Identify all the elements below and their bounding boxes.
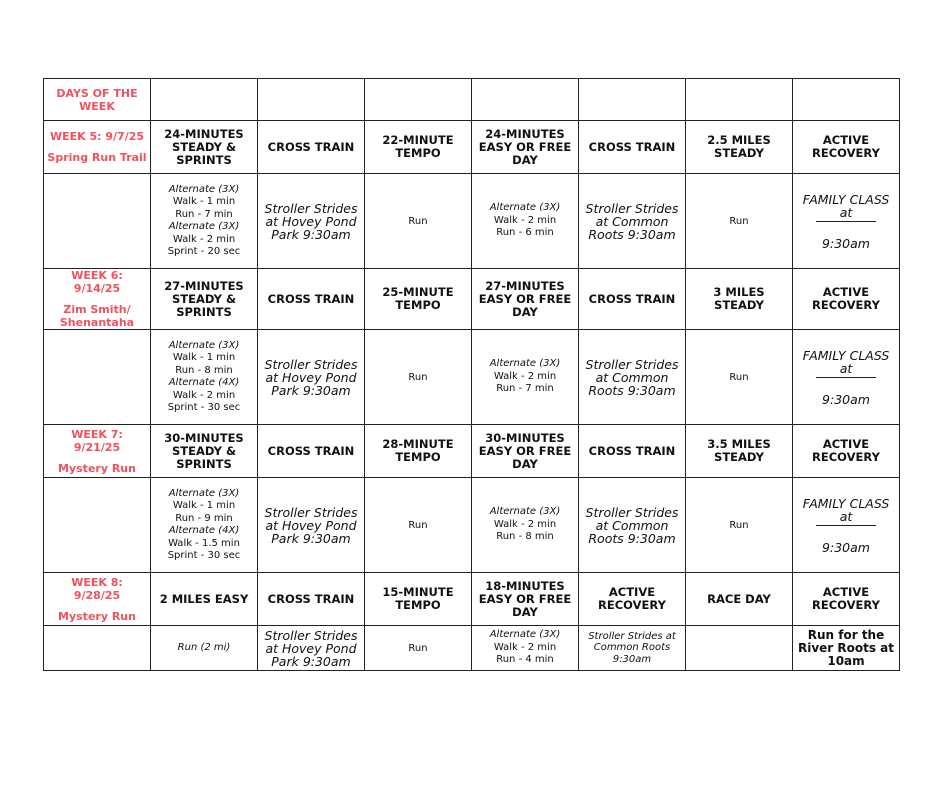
interval-detail: [151, 478, 258, 573]
days-of-week-label: DAYS OF THE WEEK: [44, 79, 151, 121]
workout-title: 3.5 MILES STEADY: [686, 425, 793, 478]
detail-line: Walk - 1 min: [172, 196, 236, 207]
run-detail: Run (2 mi): [151, 626, 258, 671]
family-class-time: 9:30am: [822, 391, 870, 407]
detail-line: Alternate (3X): [168, 183, 240, 195]
workout-title: 30-MINUTES STEADY & SPRINTS: [151, 425, 258, 478]
empty-header-cell: [258, 79, 365, 121]
workout-title: ACTIVE RECOVERY: [793, 269, 900, 330]
interval-detail: [151, 330, 258, 425]
workout-title: 15-MINUTE TEMPO: [365, 573, 472, 626]
family-class-detail: [793, 330, 900, 425]
cross-train-detail: Stroller Strides at Hovey Pond Park 9:30am: [258, 174, 365, 269]
empty-header-cell: [793, 79, 900, 121]
family-class-label: FAMILY CLASS at: [802, 495, 890, 524]
week-8-row: [44, 573, 900, 626]
workout-title: CROSS TRAIN: [579, 425, 686, 478]
detail-line: Sprint - 30 sec: [167, 550, 241, 561]
run-detail: Run: [365, 330, 472, 425]
detail-line: Alternate (4X): [168, 377, 240, 388]
workout-title: 27-MINUTES STEADY & SPRINTS: [151, 269, 258, 330]
race-detail: Run for the River Roots at 10am: [793, 626, 900, 671]
empty-header-cell: [579, 79, 686, 121]
week-event: Spring Run Trail: [47, 151, 147, 164]
workout-title: CROSS TRAIN: [258, 573, 365, 626]
week-7-detail-row: [44, 478, 900, 573]
cross-train-detail: Stroller Strides at Common Roots 9:30am: [579, 478, 686, 573]
workout-title: 24-MINUTES STEADY & SPRINTS: [151, 121, 258, 174]
empty-header-cell: [686, 79, 793, 121]
empty-cell: [686, 626, 793, 671]
week-event: Mystery Run: [58, 609, 136, 623]
detail-line: Run - 8 min: [175, 364, 233, 376]
week-label: WEEK 7: 9/21/25: [71, 427, 123, 454]
detail-line: Walk - 2 min: [172, 233, 236, 245]
cross-train-detail: Stroller Strides at Common Roots 9:30am: [579, 626, 686, 671]
week-5-row: [44, 121, 900, 174]
family-class-detail: [793, 478, 900, 573]
week-label: WEEK 8: 9/28/25: [71, 575, 123, 602]
week-6-label-cell: [44, 269, 151, 330]
week-label: WEEK 6: 9/14/25: [71, 269, 123, 295]
detail-line: Walk - 2 min: [493, 214, 557, 226]
workout-title: 18-MINUTES EASY OR FREE DAY: [472, 573, 579, 626]
week-6-row: [44, 269, 900, 330]
workout-title: 28-MINUTE TEMPO: [365, 425, 472, 478]
workout-title: ACTIVE RECOVERY: [793, 573, 900, 626]
cross-train-detail: Stroller Strides at Hovey Pond Park 9:30am: [258, 330, 365, 425]
family-class-time: 9:30am: [822, 539, 870, 555]
workout-title: ACTIVE RECOVERY: [793, 121, 900, 174]
detail-line: Alternate (3X): [489, 358, 561, 370]
workout-title: 22-MINUTE TEMPO: [365, 121, 472, 174]
detail-line: Alternate (3X): [489, 506, 561, 518]
detail-line: Alternate (3X): [489, 202, 561, 214]
workout-title: CROSS TRAIN: [579, 269, 686, 330]
empty-header-cell: [151, 79, 258, 121]
interval-detail: [472, 174, 579, 269]
detail-line: Walk - 2 min: [493, 641, 557, 653]
detail-line: Walk - 2 min: [493, 518, 557, 530]
interval-detail: [472, 330, 579, 425]
empty-header-cell: [365, 79, 472, 121]
detail-line: Run - 4 min: [496, 654, 554, 666]
week-8-detail-row: [44, 626, 900, 671]
run-detail: Run: [686, 478, 793, 573]
week-event: Mystery Run: [58, 461, 136, 475]
workout-title: RACE DAY: [686, 573, 793, 626]
week-label: WEEK 5: 9/7/25: [49, 130, 145, 143]
run-detail: Run: [365, 478, 472, 573]
week-7-row: [44, 425, 900, 478]
detail-line: Walk - 1 min: [172, 500, 236, 511]
family-class-detail: [793, 174, 900, 269]
family-class-time: 9:30am: [822, 235, 870, 251]
run-detail: Run: [365, 626, 472, 671]
detail-line: Run - 7 min: [175, 208, 233, 220]
blank-line: [816, 377, 876, 388]
empty-cell: [44, 330, 151, 425]
detail-line: Alternate (4X): [168, 525, 240, 536]
detail-line: Sprint - 20 sec: [167, 246, 241, 257]
empty-cell: [44, 478, 151, 573]
run-detail: Run: [686, 174, 793, 269]
cross-train-detail: Stroller Strides at Hovey Pond Park 9:30am: [258, 626, 365, 671]
cross-train-detail: Stroller Strides at Common Roots 9:30am: [579, 174, 686, 269]
empty-cell: [44, 626, 151, 671]
workout-title: 3 MILES STEADY: [686, 269, 793, 330]
empty-header-cell: [472, 79, 579, 121]
detail-line: Run - 6 min: [496, 227, 554, 239]
family-class-label: FAMILY CLASS at: [802, 191, 890, 220]
blank-line: [816, 525, 876, 536]
week-8-label-cell: [44, 573, 151, 626]
detail-line: Alternate (3X): [489, 629, 561, 641]
interval-detail: [472, 626, 579, 671]
detail-line: Run - 9 min: [175, 512, 233, 524]
interval-detail: [151, 174, 258, 269]
workout-title: 25-MINUTE TEMPO: [365, 269, 472, 330]
workout-title: 24-MINUTES EASY OR FREE DAY: [472, 121, 579, 174]
cross-train-detail: Stroller Strides at Common Roots 9:30am: [579, 330, 686, 425]
detail-line: Alternate (3X): [168, 339, 240, 351]
week-7-label-cell: [44, 425, 151, 478]
workout-title: 27-MINUTES EASY OR FREE DAY: [472, 269, 579, 330]
workout-title: ACTIVE RECOVERY: [793, 425, 900, 478]
family-class-label: FAMILY CLASS at: [802, 347, 890, 376]
workout-title: CROSS TRAIN: [579, 121, 686, 174]
training-schedule-table: [43, 78, 900, 671]
detail-line: Walk - 2 min: [172, 389, 236, 401]
run-detail: Run: [686, 330, 793, 425]
workout-title: ACTIVE RECOVERY: [579, 573, 686, 626]
workout-title: CROSS TRAIN: [258, 269, 365, 330]
workout-title: 30-MINUTES EASY OR FREE DAY: [472, 425, 579, 478]
header-row: [44, 79, 900, 121]
detail-line: Walk - 1.5 min: [168, 537, 240, 549]
detail-line: Sprint - 30 sec: [167, 402, 241, 413]
workout-title: 2 MILES EASY: [151, 573, 258, 626]
detail-line: Walk - 1 min: [172, 352, 236, 363]
workout-title: CROSS TRAIN: [258, 121, 365, 174]
run-detail: Run: [365, 174, 472, 269]
interval-detail: [472, 478, 579, 573]
week-6-detail-row: [44, 330, 900, 425]
workout-title: 2.5 MILES STEADY: [686, 121, 793, 174]
week-5-label-cell: [44, 121, 151, 174]
detail-line: Run - 8 min: [496, 531, 554, 543]
blank-line: [816, 221, 876, 232]
cross-train-detail: Stroller Strides at Hovey Pond Park 9:30am: [258, 478, 365, 573]
week-event: Zim Smith/ Shenantaha: [59, 303, 135, 329]
detail-line: Alternate (3X): [168, 487, 240, 499]
workout-title: CROSS TRAIN: [258, 425, 365, 478]
week-5-detail-row: [44, 174, 900, 269]
detail-line: Run - 7 min: [496, 383, 554, 395]
empty-cell: [44, 174, 151, 269]
detail-line: Alternate (3X): [168, 221, 240, 232]
detail-line: Walk - 2 min: [493, 370, 557, 382]
